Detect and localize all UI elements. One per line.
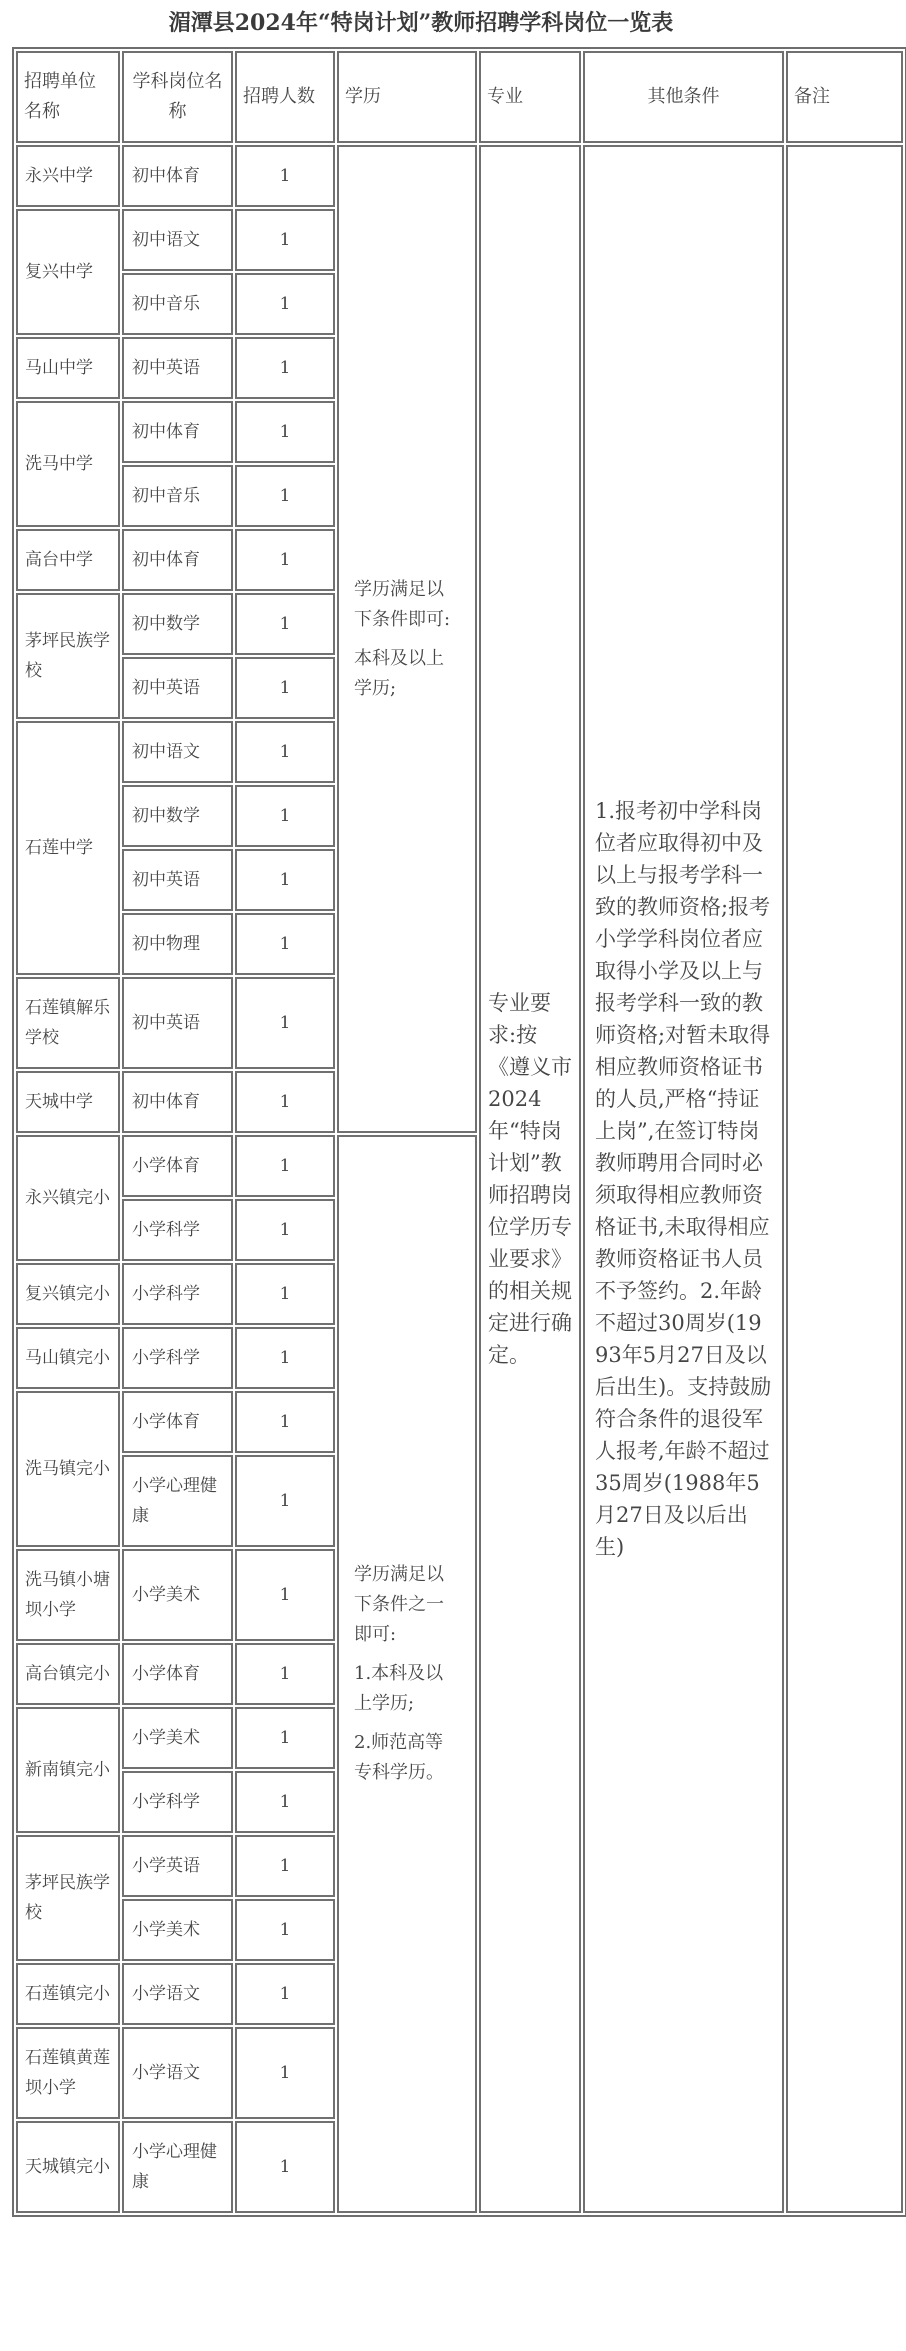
unit-cell: 高台镇完小 <box>16 1643 120 1705</box>
page-title: 湄潭县2024年“特岗计划”教师招聘学科岗位一览表 <box>168 10 674 36</box>
subject-cell: 初中语文 <box>122 721 233 783</box>
other-conditions-cell: 1.报考初中学科岗位者应取得初中及以上与报考学科一致的教师资格;报考小学学科岗位者应取得小学及以上与报考学科一致的教师资格;对暂未取得相应教师资格证书的人员,严格“持证上岗”,在签订特岗教师聘用合同时必须取得相应教师资格证书,未取得相应教师资格证书人员不予签约。2.年龄不超过30周岁(1993年5月27日及以后出生)。支持鼓励符合条件的退役军人报考,年龄不超过35周岁(1988年5月27日及以后出生) <box>583 145 784 2213</box>
count-cell: 1 <box>235 145 335 207</box>
unit-cell: 复兴中学 <box>16 209 120 335</box>
count-cell: 1 <box>235 273 335 335</box>
count-cell: 1 <box>235 2121 335 2213</box>
subject-cell: 初中英语 <box>122 657 233 719</box>
subject-cell: 小学语文 <box>122 2027 233 2119</box>
count-cell: 1 <box>235 2027 335 2119</box>
unit-cell: 马山镇完小 <box>16 1327 120 1389</box>
unit-cell: 马山中学 <box>16 337 120 399</box>
subject-cell: 小学科学 <box>122 1327 233 1389</box>
column-header-major: 专业 <box>479 51 581 143</box>
unit-cell: 石莲镇解乐学校 <box>16 977 120 1069</box>
remark-cell <box>786 145 903 2213</box>
count-cell: 1 <box>235 913 335 975</box>
major-cell: 专业要求:按《遵义市2024年“特岗计划”教师招聘岗位学历专业要求》的相关规定进行确定。 <box>479 145 581 2213</box>
subject-cell: 初中体育 <box>122 145 233 207</box>
qualification-cell: 学历满足以下条件之一即可: 1.本科及以上学历; 2.师范高等专科学历。 <box>337 1135 477 2213</box>
unit-cell: 洗马镇小塘坝小学 <box>16 1549 120 1641</box>
unit-cell: 高台中学 <box>16 529 120 591</box>
subject-cell: 初中数学 <box>122 785 233 847</box>
subject-cell: 小学美术 <box>122 1707 233 1769</box>
column-header-qualification: 学历 <box>337 51 477 143</box>
unit-cell: 石莲镇黄莲坝小学 <box>16 2027 120 2119</box>
table-row <box>16 145 903 207</box>
subject-cell: 初中英语 <box>122 337 233 399</box>
header-row <box>16 51 903 143</box>
subject-cell: 小学科学 <box>122 1771 233 1833</box>
count-cell: 1 <box>235 849 335 911</box>
subject-cell: 初中体育 <box>122 401 233 463</box>
column-header-subject: 学科岗位名称 <box>122 51 233 143</box>
count-cell: 1 <box>235 977 335 1069</box>
subject-cell: 小学体育 <box>122 1391 233 1453</box>
qualification-cell: 学历满足以下条件即可: 本科及以上学历; <box>337 145 477 1133</box>
column-header-count: 招聘人数 <box>235 51 335 143</box>
position-table-body <box>16 145 903 2213</box>
subject-cell: 初中英语 <box>122 977 233 1069</box>
count-cell: 1 <box>235 1263 335 1325</box>
count-cell: 1 <box>235 1199 335 1261</box>
count-cell: 1 <box>235 1643 335 1705</box>
subject-cell: 小学语文 <box>122 1963 233 2025</box>
unit-cell: 天城镇完小 <box>16 2121 120 2213</box>
subject-cell: 初中体育 <box>122 529 233 591</box>
count-cell: 1 <box>235 209 335 271</box>
subject-cell: 初中数学 <box>122 593 233 655</box>
unit-cell: 茅坪民族学校 <box>16 1835 120 1961</box>
count-cell: 1 <box>235 1835 335 1897</box>
count-cell: 1 <box>235 1707 335 1769</box>
subject-cell: 初中体育 <box>122 1071 233 1133</box>
unit-cell: 新南镇完小 <box>16 1707 120 1833</box>
count-cell: 1 <box>235 465 335 527</box>
count-cell: 1 <box>235 593 335 655</box>
subject-cell: 初中语文 <box>122 209 233 271</box>
count-cell: 1 <box>235 1549 335 1641</box>
subject-cell: 小学科学 <box>122 1263 233 1325</box>
count-cell: 1 <box>235 1391 335 1453</box>
count-cell: 1 <box>235 1135 335 1197</box>
position-table <box>12 47 906 2217</box>
subject-cell: 初中物理 <box>122 913 233 975</box>
count-cell: 1 <box>235 785 335 847</box>
count-cell: 1 <box>235 1771 335 1833</box>
column-header-unit: 招聘单位名称 <box>16 51 120 143</box>
count-cell: 1 <box>235 721 335 783</box>
count-cell: 1 <box>235 529 335 591</box>
count-cell: 1 <box>235 1899 335 1961</box>
count-cell: 1 <box>235 337 335 399</box>
subject-cell: 小学体育 <box>122 1643 233 1705</box>
subject-cell: 小学美术 <box>122 1549 233 1641</box>
count-cell: 1 <box>235 657 335 719</box>
count-cell: 1 <box>235 1327 335 1389</box>
unit-cell: 洗马中学 <box>16 401 120 527</box>
subject-cell: 小学科学 <box>122 1199 233 1261</box>
unit-cell: 石莲中学 <box>16 721 120 975</box>
subject-cell: 初中音乐 <box>122 465 233 527</box>
unit-cell: 洗马镇完小 <box>16 1391 120 1547</box>
subject-cell: 小学心理健康 <box>122 1455 233 1547</box>
unit-cell: 石莲镇完小 <box>16 1963 120 2025</box>
unit-cell: 茅坪民族学校 <box>16 593 120 719</box>
unit-cell: 永兴镇完小 <box>16 1135 120 1261</box>
column-header-other: 其他条件 <box>583 51 784 143</box>
count-cell: 1 <box>235 1071 335 1133</box>
subject-cell: 初中英语 <box>122 849 233 911</box>
subject-cell: 小学心理健康 <box>122 2121 233 2213</box>
count-cell: 1 <box>235 1963 335 2025</box>
unit-cell: 永兴中学 <box>16 145 120 207</box>
count-cell: 1 <box>235 1455 335 1547</box>
subject-cell: 小学英语 <box>122 1835 233 1897</box>
subject-cell: 小学体育 <box>122 1135 233 1197</box>
unit-cell: 天城中学 <box>16 1071 120 1133</box>
unit-cell: 复兴镇完小 <box>16 1263 120 1325</box>
subject-cell: 初中音乐 <box>122 273 233 335</box>
count-cell: 1 <box>235 401 335 463</box>
subject-cell: 小学美术 <box>122 1899 233 1961</box>
column-header-remark: 备注 <box>786 51 903 143</box>
